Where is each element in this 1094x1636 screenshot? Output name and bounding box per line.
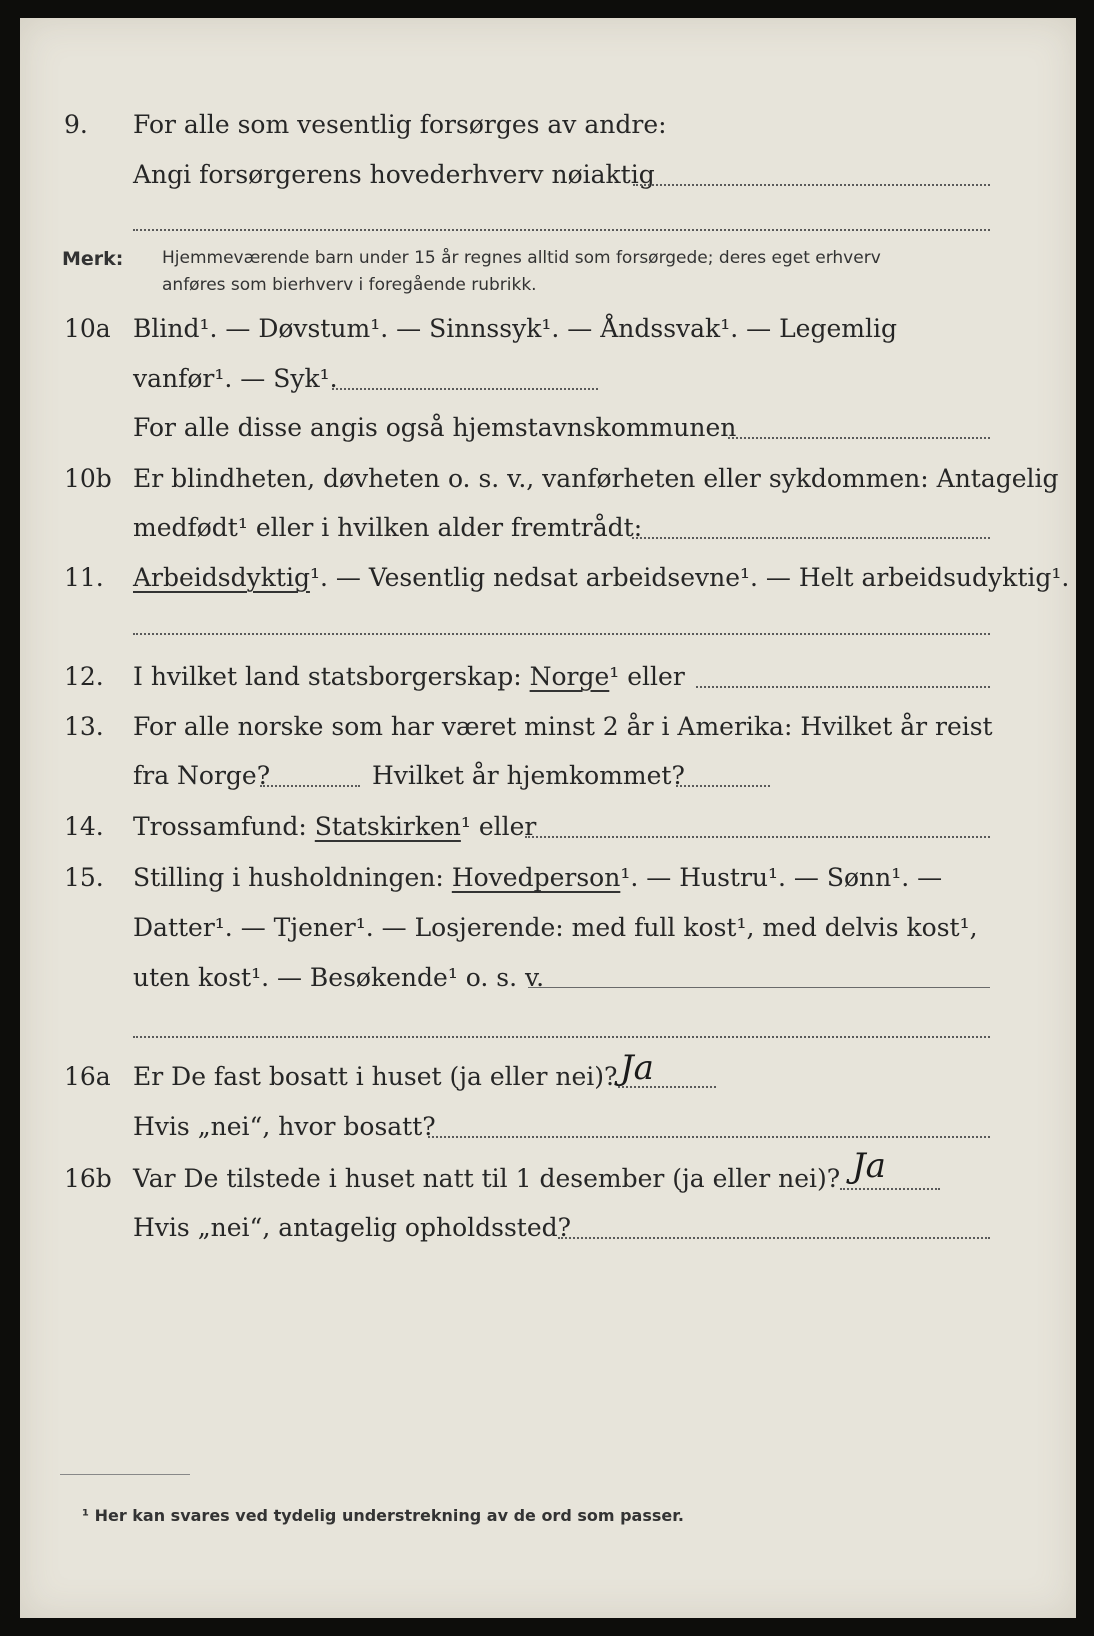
underlined-option: Norge <box>529 662 610 691</box>
question-text: Er De fast bosatt i huset (ja eller nei)? <box>133 1062 618 1091</box>
question-number: 16a <box>64 1062 111 1091</box>
question-text: medfødt¹ eller i hvilken alder fremtrådt: <box>133 513 643 542</box>
answer-line <box>133 1036 990 1038</box>
underlined-option: Hovedperson <box>451 863 621 892</box>
question-text: I hvilket land statsborgerskap: <box>133 662 522 691</box>
question-text: uten kost¹. — Besøkende¹ o. s. v. <box>133 963 545 992</box>
answer-line <box>618 1086 716 1088</box>
question-text: ¹ eller <box>460 812 537 841</box>
merk-label: Merk: <box>62 248 124 270</box>
question-text: Stilling i husholdningen: <box>133 863 444 892</box>
question-text: Blind¹. — Døvstum¹. — Sinnssyk¹. — Åndssvak¹. — Legemlig <box>133 314 897 343</box>
answer-line <box>840 1188 940 1190</box>
question-number: 14. <box>64 812 104 841</box>
question-text: Er blindheten, døvheten o. s. v., vanførheten eller sykdommen: Antagelig <box>133 464 1059 493</box>
footnote: ¹ Her kan svares ved tydelig understrekning av de ord som passer. <box>82 1506 684 1525</box>
underlined-option: Statskirken <box>314 812 461 841</box>
answer-line <box>632 537 990 539</box>
question-number: 12. <box>64 662 104 691</box>
merk-line1: Hjemmeværende barn under 15 år regnes alltid som forsørgede; deres eget erhverv <box>162 248 881 268</box>
question-number: 15. <box>64 863 104 892</box>
question-text: Hvis „nei“, hvor bosatt? <box>133 1112 436 1141</box>
question-text: Var De tilstede i huset natt til 1 desember (ja eller nei)? <box>133 1164 841 1193</box>
answer-line <box>676 785 770 787</box>
question-text: Angi forsørgerens hovederhverv nøiaktig <box>133 160 655 189</box>
answer-line <box>558 1237 990 1239</box>
answer-line <box>728 437 990 439</box>
answer-line <box>528 987 990 988</box>
question-number: 10a <box>64 314 111 343</box>
question-number: 11. <box>64 563 104 592</box>
question-number: 9. <box>64 110 88 139</box>
question-text: Trossamfund: <box>133 812 307 841</box>
question-number: 16b <box>64 1164 112 1193</box>
handwritten-answer: Ja <box>852 1146 886 1186</box>
handwritten-answer: Ja <box>620 1048 654 1088</box>
answer-line <box>260 785 360 787</box>
question-text: fra Norge? <box>133 761 271 790</box>
answer-line <box>428 1136 990 1138</box>
question-text: Hvis „nei“, antagelig opholdssted? <box>133 1213 572 1242</box>
question-text: For alle disse angis også hjemstavnskommunen <box>133 413 737 442</box>
answer-line <box>525 836 990 838</box>
question-number: 13. <box>64 712 104 741</box>
answer-line <box>133 229 990 231</box>
question-text: Hvilket år hjemkommet? <box>372 761 685 790</box>
question-number: 10b <box>64 464 112 493</box>
answer-line <box>133 633 990 635</box>
answer-line <box>696 686 990 688</box>
question-text: ¹. — Hustru¹. — Sønn¹. — <box>620 863 943 892</box>
question-text: ¹. — Vesentlig nedsat arbeidsevne¹. — Helt arbeidsudyktig¹. <box>309 563 1070 592</box>
answer-line <box>633 184 990 186</box>
question-text: Datter¹. — Tjener¹. — Losjerende: med full kost¹, med delvis kost¹, <box>133 913 978 942</box>
answer-line <box>332 388 598 390</box>
merk-line2: anføres som bierhverv i foregående rubrikk. <box>162 275 537 295</box>
question-text: vanfør¹. — Syk¹. <box>133 364 338 393</box>
underlined-option: Arbeidsdyktig <box>133 563 310 592</box>
census-form-page <box>20 18 1076 1618</box>
question-text: For alle som vesentlig forsørges av andre: <box>133 110 667 139</box>
footnote-rule <box>60 1474 190 1475</box>
question-text: For alle norske som har været minst 2 år i Amerika: Hvilket år reist <box>133 712 993 741</box>
question-text: ¹ eller <box>609 662 685 691</box>
